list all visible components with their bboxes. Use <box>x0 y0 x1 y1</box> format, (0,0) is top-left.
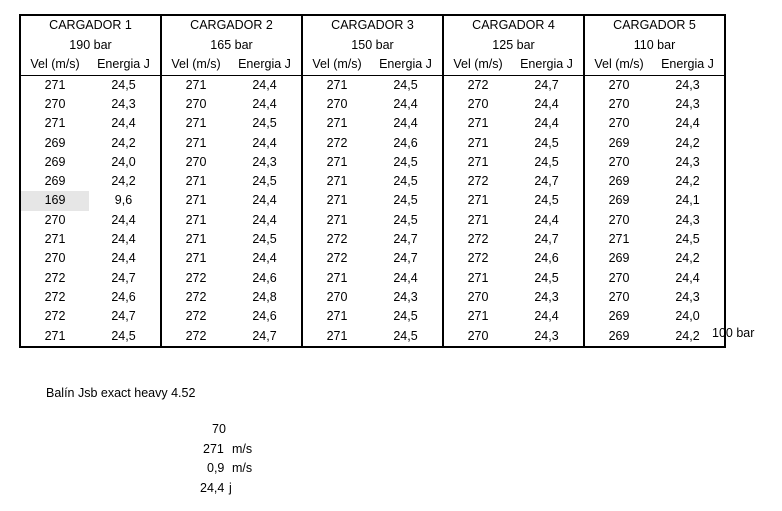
velocity-cell: 271 <box>161 172 230 191</box>
column-header-energy: Energia J <box>89 55 161 75</box>
velocity-cell: 270 <box>584 153 653 172</box>
velocity-cell: 269 <box>20 133 89 152</box>
velocity-cell: 270 <box>584 211 653 230</box>
energy-cell: 24,3 <box>653 75 725 95</box>
table-row <box>20 114 725 133</box>
table-row <box>20 172 725 191</box>
velocity-cell: 271 <box>161 133 230 152</box>
velocity-cell: 270 <box>584 268 653 287</box>
stat-unit: m/s <box>232 441 253 456</box>
energy-cell: 24,7 <box>89 268 161 287</box>
energy-cell: 24,2 <box>653 249 725 268</box>
charger-pressure: 110 bar <box>584 36 725 56</box>
velocity-cell: 269 <box>584 307 653 326</box>
stat-value: 0,9 <box>207 461 225 475</box>
column-header-energy: Energia J <box>371 55 443 75</box>
velocity-cell: 271 <box>302 172 371 191</box>
charger-pressure: 190 bar <box>20 36 161 56</box>
energy-cell: 24,3 <box>371 288 443 307</box>
energy-cell: 24,4 <box>512 307 584 326</box>
header-row-pressure <box>20 36 725 56</box>
velocity-cell: 270 <box>302 95 371 114</box>
velocity-cell: 271 <box>302 153 371 172</box>
energy-cell: 24,2 <box>653 133 725 152</box>
velocity-cell: 271 <box>443 114 512 133</box>
velocity-cell: 269 <box>584 326 653 346</box>
velocity-cell: 270 <box>302 288 371 307</box>
energy-cell: 24,2 <box>653 172 725 191</box>
energy-cell: 24,5 <box>371 172 443 191</box>
velocity-cell: 271 <box>302 326 371 346</box>
charger-pressure: 125 bar <box>443 36 584 56</box>
velocity-cell: 270 <box>584 95 653 114</box>
energy-cell: 24,3 <box>512 326 584 346</box>
energy-cell: 24,2 <box>89 172 161 191</box>
energy-cell: 24,7 <box>512 75 584 95</box>
velocity-cell: 271 <box>302 191 371 210</box>
energy-cell: 9,6 <box>89 191 161 210</box>
velocity-cell: 270 <box>584 75 653 95</box>
stat-value: 70 <box>212 422 226 436</box>
energy-cell: 24,3 <box>89 95 161 114</box>
energy-cell: 24,6 <box>230 307 302 326</box>
velocity-cell: 269 <box>20 153 89 172</box>
velocity-cell: 271 <box>302 307 371 326</box>
velocity-cell: 271 <box>443 191 512 210</box>
energy-cell: 24,6 <box>512 249 584 268</box>
energy-cell: 24,4 <box>653 114 725 133</box>
velocity-cell: 270 <box>443 288 512 307</box>
velocity-cell: 271 <box>161 114 230 133</box>
energy-cell: 24,1 <box>653 191 725 210</box>
table-row <box>20 211 725 230</box>
energy-cell: 24,5 <box>230 114 302 133</box>
energy-cell: 24,4 <box>371 114 443 133</box>
energy-cell: 24,5 <box>371 191 443 210</box>
velocity-cell: 272 <box>443 75 512 95</box>
energy-cell: 24,7 <box>371 249 443 268</box>
velocity-cell: 270 <box>161 153 230 172</box>
energy-cell: 24,2 <box>653 326 725 346</box>
velocity-cell: 271 <box>302 211 371 230</box>
table-row <box>20 153 725 172</box>
energy-cell: 24,0 <box>89 153 161 172</box>
velocity-cell: 272 <box>161 288 230 307</box>
velocity-cell: 272 <box>161 268 230 287</box>
column-header-velocity: Vel (m/s) <box>584 55 653 75</box>
energy-cell: 24,5 <box>230 172 302 191</box>
energy-cell: 24,4 <box>89 211 161 230</box>
velocity-cell: 272 <box>20 307 89 326</box>
energy-cell: 24,4 <box>89 249 161 268</box>
velocity-cell: 271 <box>161 249 230 268</box>
energy-cell: 24,6 <box>230 268 302 287</box>
velocity-cell: 272 <box>161 307 230 326</box>
velocity-cell: 270 <box>443 326 512 346</box>
energy-cell: 24,5 <box>512 133 584 152</box>
energy-cell: 24,5 <box>512 268 584 287</box>
energy-cell: 24,4 <box>230 95 302 114</box>
energy-cell: 24,4 <box>512 211 584 230</box>
energy-cell: 24,4 <box>371 95 443 114</box>
velocity-cell: 272 <box>302 249 371 268</box>
energy-cell: 24,8 <box>230 288 302 307</box>
energy-cell: 24,6 <box>371 133 443 152</box>
velocity-cell: 270 <box>443 95 512 114</box>
energy-cell: 24,5 <box>230 230 302 249</box>
table-row <box>20 191 725 210</box>
velocity-cell: 272 <box>161 326 230 346</box>
column-header-energy: Energia J <box>512 55 584 75</box>
velocity-cell: 271 <box>161 230 230 249</box>
column-header-velocity: Vel (m/s) <box>302 55 371 75</box>
velocity-cell: 271 <box>161 191 230 210</box>
energy-cell: 24,4 <box>230 75 302 95</box>
energy-cell: 24,2 <box>89 133 161 152</box>
energy-cell: 24,5 <box>371 211 443 230</box>
energy-cell: 24,5 <box>512 153 584 172</box>
table-row <box>20 95 725 114</box>
velocity-cell: 272 <box>443 230 512 249</box>
stat-value: 24,4 <box>200 480 225 495</box>
table-row <box>20 133 725 152</box>
energy-cell: 24,3 <box>653 95 725 114</box>
energy-cell: 24,5 <box>371 326 443 346</box>
charger-name: CARGADOR 5 <box>584 15 725 36</box>
velocity-cell: 271 <box>302 114 371 133</box>
energy-cell: 24,4 <box>371 268 443 287</box>
stat-unit: j <box>229 480 232 495</box>
energy-cell: 24,7 <box>230 326 302 346</box>
energy-cell: 24,3 <box>653 153 725 172</box>
velocity-cell: 270 <box>161 95 230 114</box>
energy-cell: 24,4 <box>230 191 302 210</box>
column-header-velocity: Vel (m/s) <box>161 55 230 75</box>
velocity-cell: 270 <box>20 95 89 114</box>
energy-cell: 24,6 <box>89 288 161 307</box>
energy-cell: 24,4 <box>230 211 302 230</box>
energy-cell: 24,5 <box>371 75 443 95</box>
velocity-cell: 271 <box>20 230 89 249</box>
column-header-velocity: Vel (m/s) <box>443 55 512 75</box>
energy-cell: 24,4 <box>653 268 725 287</box>
velocity-cell: 271 <box>20 326 89 346</box>
header-row-columns <box>20 55 725 75</box>
energy-cell: 24,4 <box>230 249 302 268</box>
velocity-cell: 271 <box>302 75 371 95</box>
last-row-pressure-note: 100 bar <box>712 326 755 340</box>
velocity-cell: 271 <box>20 114 89 133</box>
energy-cell: 24,5 <box>371 153 443 172</box>
table-row <box>20 326 725 346</box>
energy-cell: 24,3 <box>653 288 725 307</box>
velocity-cell: 269 <box>584 133 653 152</box>
energy-cell: 24,7 <box>512 230 584 249</box>
velocity-cell: 271 <box>443 268 512 287</box>
energy-cell: 24,4 <box>89 230 161 249</box>
results-table <box>19 14 726 348</box>
velocity-cell: 272 <box>20 268 89 287</box>
charger-name: CARGADOR 2 <box>161 15 302 36</box>
velocity-cell: 271 <box>161 75 230 95</box>
header-row-names <box>20 15 725 36</box>
table-row <box>20 307 725 326</box>
table-row <box>20 249 725 268</box>
velocity-cell: 271 <box>20 75 89 95</box>
velocity-cell: 272 <box>443 249 512 268</box>
energy-cell: 24,7 <box>89 307 161 326</box>
velocity-cell: 272 <box>302 133 371 152</box>
energy-cell: 24,7 <box>512 172 584 191</box>
charger-name: CARGADOR 3 <box>302 15 443 36</box>
velocity-cell: 269 <box>584 172 653 191</box>
velocity-cell: 270 <box>20 211 89 230</box>
energy-cell: 24,5 <box>89 75 161 95</box>
velocity-cell: 272 <box>302 230 371 249</box>
energy-cell: 24,4 <box>230 133 302 152</box>
energy-cell: 24,4 <box>512 114 584 133</box>
pellet-description: Balín Jsb exact heavy 4.52 <box>46 386 196 400</box>
energy-cell: 24,5 <box>512 191 584 210</box>
velocity-cell: 271 <box>443 307 512 326</box>
energy-cell: 24,3 <box>653 211 725 230</box>
velocity-cell: 270 <box>20 249 89 268</box>
stat-value: 271 <box>203 441 224 456</box>
table-row <box>20 268 725 287</box>
velocity-cell: 269 <box>584 249 653 268</box>
energy-cell: 24,3 <box>230 153 302 172</box>
energy-cell: 24,4 <box>512 95 584 114</box>
energy-cell: 24,4 <box>89 114 161 133</box>
velocity-cell: 270 <box>584 114 653 133</box>
velocity-cell: 272 <box>443 172 512 191</box>
velocity-cell: 269 <box>584 191 653 210</box>
charger-pressure: 165 bar <box>161 36 302 56</box>
column-header-energy: Energia J <box>230 55 302 75</box>
charger-name: CARGADOR 4 <box>443 15 584 36</box>
velocity-cell: 271 <box>161 211 230 230</box>
velocity-cell: 270 <box>584 288 653 307</box>
energy-cell: 24,5 <box>371 307 443 326</box>
velocity-cell: 271 <box>443 211 512 230</box>
energy-cell: 24,5 <box>89 326 161 346</box>
velocity-cell: 271 <box>584 230 653 249</box>
column-header-velocity: Vel (m/s) <box>20 55 89 75</box>
energy-cell: 24,3 <box>512 288 584 307</box>
energy-cell: 24,7 <box>371 230 443 249</box>
velocity-cell: 269 <box>20 172 89 191</box>
velocity-cell: 169 <box>20 191 89 210</box>
stat-unit: m/s <box>232 461 253 475</box>
charger-pressure: 150 bar <box>302 36 443 56</box>
energy-cell: 24,0 <box>653 307 725 326</box>
velocity-cell: 272 <box>20 288 89 307</box>
velocity-cell: 271 <box>302 268 371 287</box>
table-row <box>20 75 725 95</box>
energy-cell: 24,5 <box>653 230 725 249</box>
charger-name: CARGADOR 1 <box>20 15 161 36</box>
velocity-cell: 271 <box>443 153 512 172</box>
velocity-cell: 271 <box>443 133 512 152</box>
table-row <box>20 230 725 249</box>
table-row <box>20 288 725 307</box>
column-header-energy: Energia J <box>653 55 725 75</box>
